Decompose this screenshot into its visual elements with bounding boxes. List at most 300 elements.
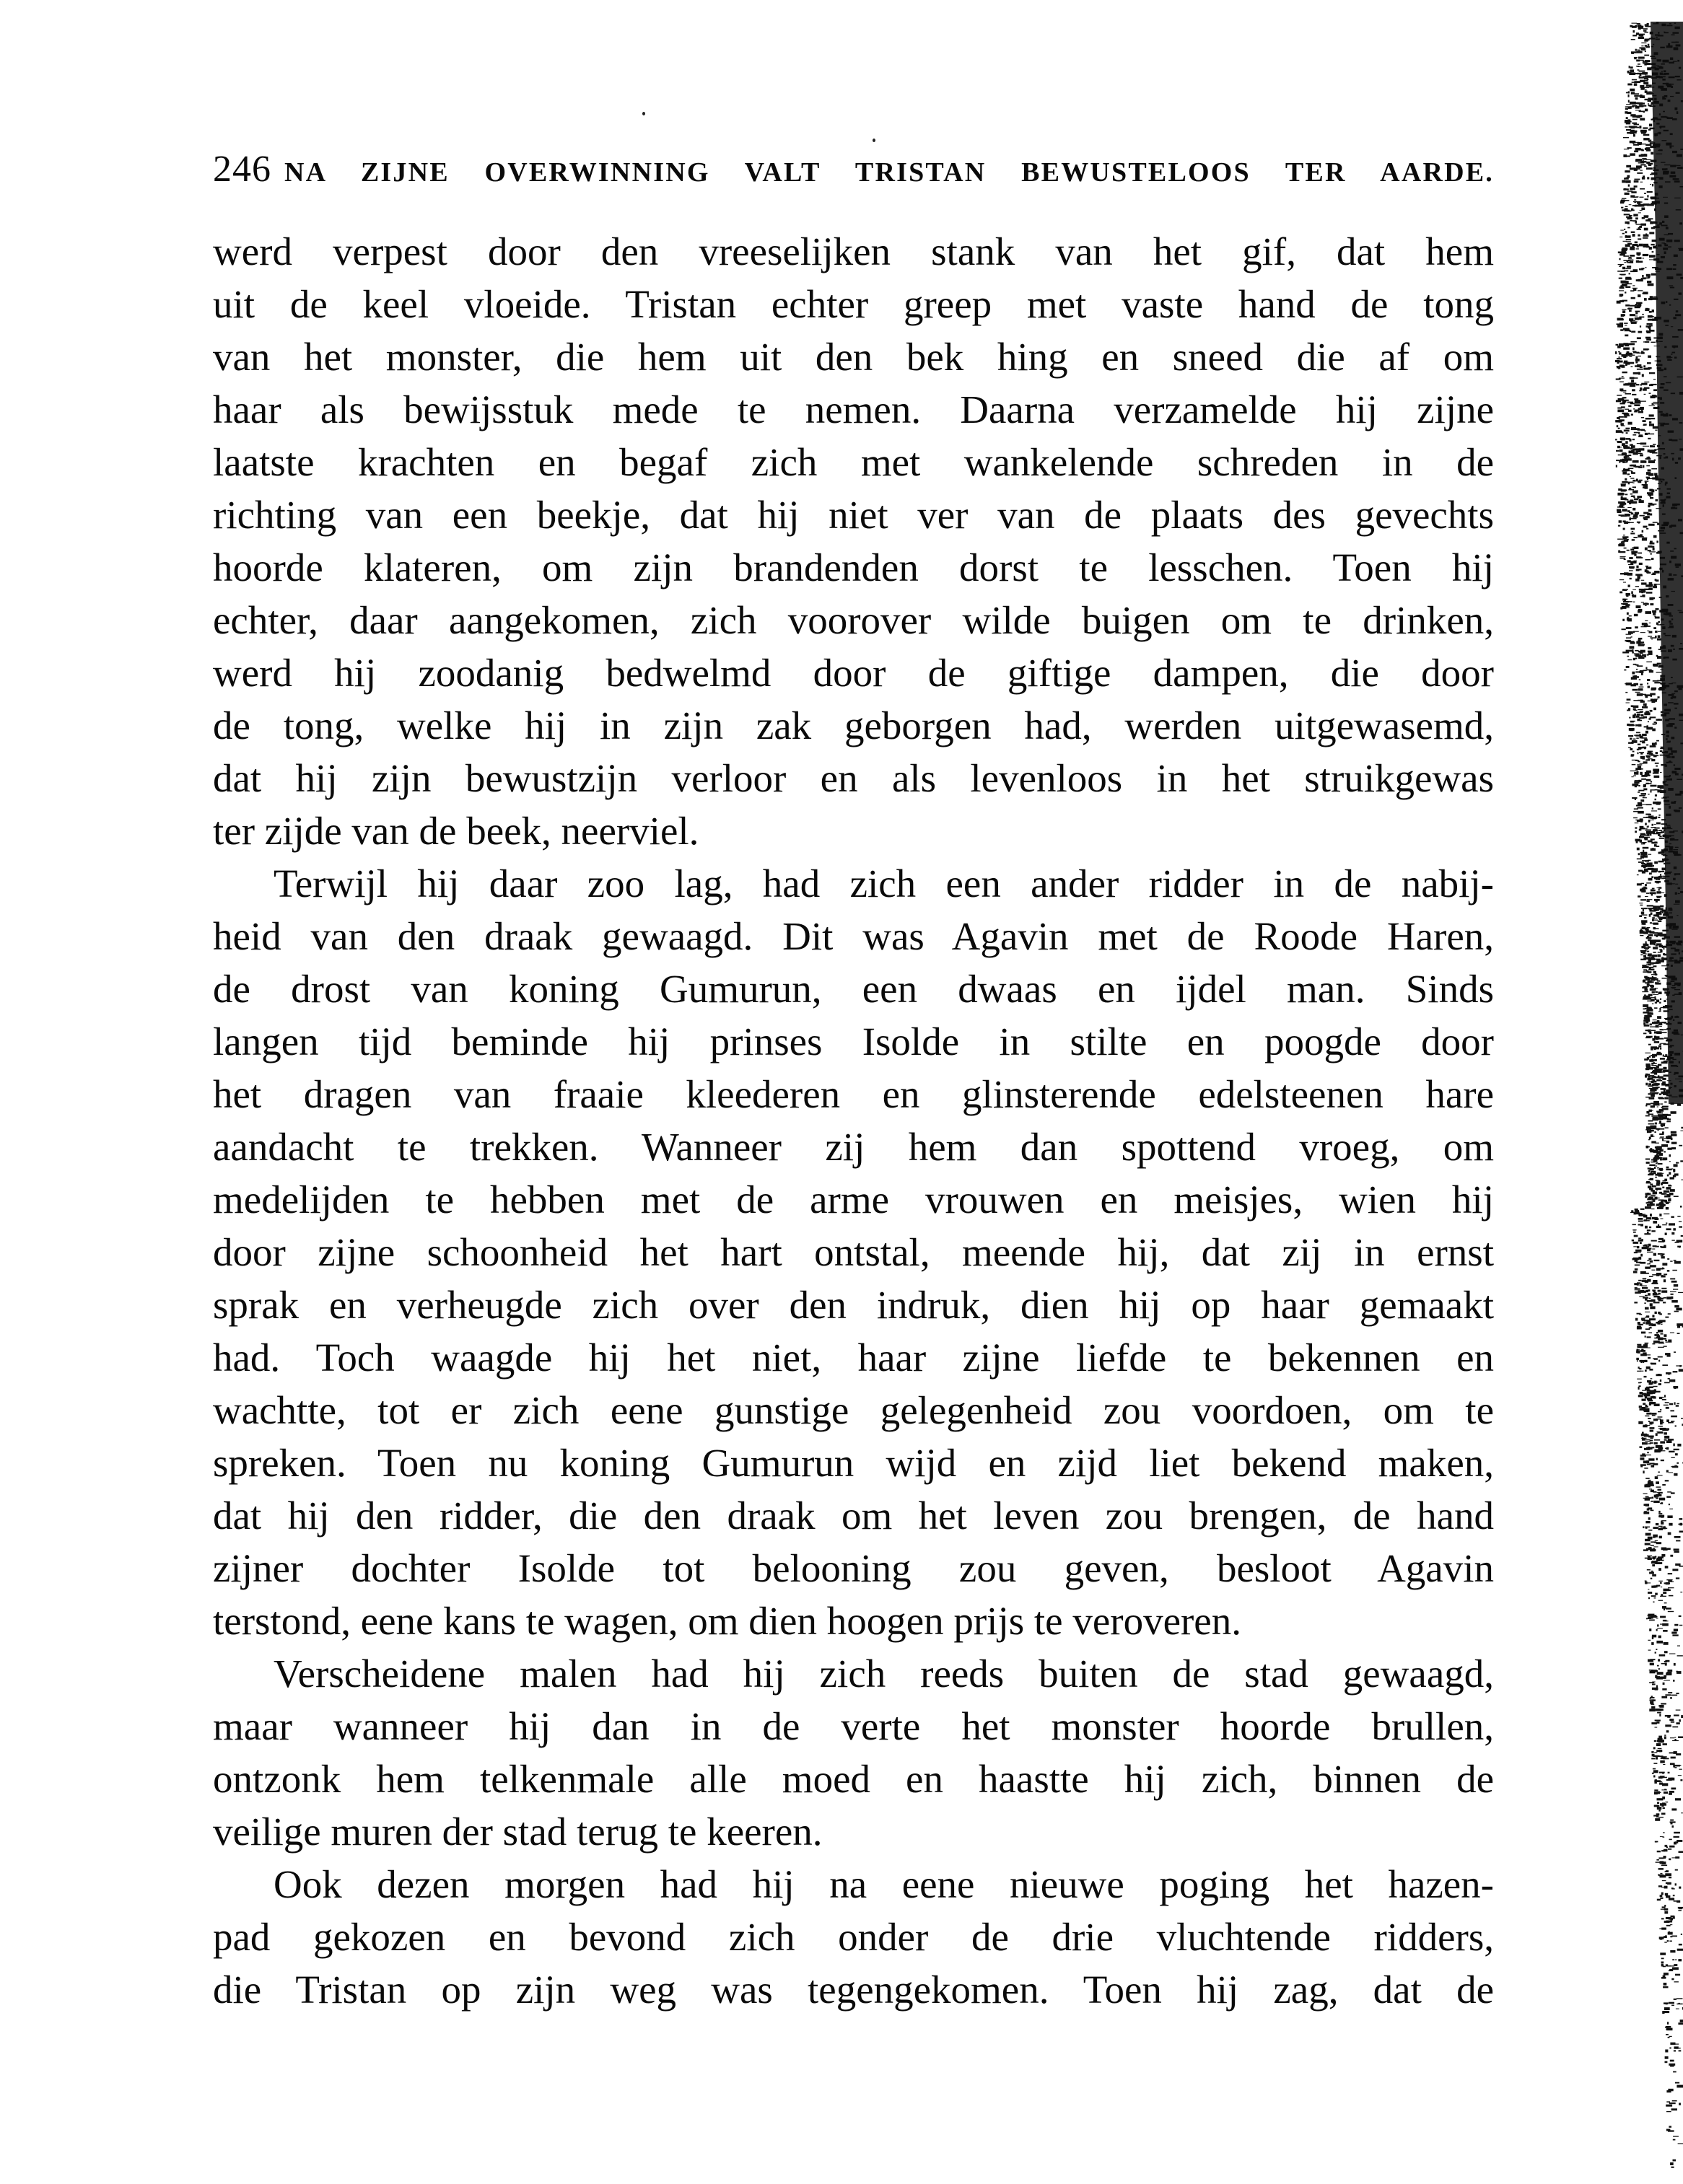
gutter-noise: [1680, 2019, 1683, 2022]
gutter-noise: [1655, 1083, 1657, 1085]
gutter-noise: [1656, 1486, 1661, 1487]
gutter-noise: [1646, 727, 1653, 730]
gutter-noise: [1656, 1148, 1662, 1150]
gutter-noise: [1655, 939, 1661, 942]
gutter-noise: [1645, 942, 1647, 944]
gutter-noise: [1651, 698, 1653, 701]
gutter-noise: [1620, 329, 1623, 331]
gutter-noise: [1633, 214, 1638, 216]
paragraph: [213, 1858, 1494, 2016]
gutter-noise: [1664, 776, 1670, 777]
gutter-noise: [1664, 1921, 1670, 1923]
gutter-noise: [1658, 1432, 1664, 1434]
gutter-noise: [1628, 307, 1630, 310]
gutter-noise: [1625, 122, 1629, 123]
gutter-noise: [1658, 889, 1660, 890]
gutter-noise: [1622, 198, 1627, 199]
gutter-noise: [1635, 159, 1642, 161]
gutter-noise: [1651, 196, 1656, 199]
gutter-noise: [1630, 320, 1632, 323]
gutter-noise: [1635, 306, 1640, 308]
gutter-noise: [1662, 1880, 1666, 1881]
gutter-noise: [1654, 1789, 1658, 1791]
gutter-noise: [1622, 509, 1627, 512]
gutter-noise: [1631, 647, 1633, 649]
gutter-noise: [1645, 1343, 1648, 1346]
gutter-noise: [1670, 1260, 1672, 1261]
gutter-noise: [1630, 220, 1632, 222]
gutter-noise: [1655, 1312, 1657, 1314]
gutter-noise: [1667, 1091, 1670, 1093]
gutter-noise: [1646, 457, 1650, 459]
gutter-noise: [1644, 1219, 1647, 1222]
gutter-noise: [1669, 851, 1675, 852]
gutter-noise: [1666, 2003, 1668, 2005]
gutter-noise: [1664, 1029, 1669, 1030]
gutter-noise: [1648, 140, 1652, 141]
gutter-noise: [1653, 1280, 1657, 1283]
gutter-noise: [1628, 382, 1632, 383]
gutter-noise: [1635, 1291, 1641, 1294]
gutter-noise: [1623, 384, 1629, 386]
gutter-noise: [1648, 939, 1651, 942]
gutter-noise: [1658, 333, 1663, 336]
gutter-noise: [1659, 1214, 1661, 1216]
gutter-noise: [1661, 1527, 1666, 1530]
gutter-noise: [1658, 932, 1663, 934]
gutter-noise: [1677, 1900, 1680, 1903]
gutter-noise: [1670, 1697, 1672, 1699]
gutter-noise: [1648, 1556, 1651, 1558]
gutter-noise: [1671, 1857, 1676, 1858]
gutter-noise: [1664, 991, 1670, 994]
gutter-noise: [1651, 848, 1656, 851]
gutter-noise: [1673, 1143, 1674, 1144]
gutter-noise: [1648, 284, 1654, 286]
gutter-noise: [1647, 1248, 1651, 1251]
gutter-noise: [1641, 920, 1647, 923]
gutter-noise: [1643, 1425, 1647, 1428]
gutter-noise: [1621, 489, 1627, 491]
gutter-noise: [1649, 421, 1651, 424]
gutter-noise: [1647, 1131, 1652, 1133]
gutter-noise: [1643, 591, 1646, 592]
gutter-noise: [1640, 1457, 1644, 1460]
gutter-noise: [1661, 1126, 1663, 1127]
gutter-noise: [1656, 608, 1659, 610]
gutter-noise: [1640, 812, 1643, 813]
gutter-noise: [1634, 179, 1640, 180]
gutter-noise: [1659, 149, 1663, 151]
gutter-noise: [1679, 2050, 1682, 2051]
gutter-noise: [1642, 887, 1645, 890]
gutter-noise: [1638, 432, 1640, 434]
gutter-noise: [1645, 605, 1647, 606]
gutter-noise: [1620, 201, 1624, 203]
gutter-noise: [1671, 978, 1677, 981]
gutter-noise: [1658, 551, 1662, 553]
gutter-noise: [1624, 413, 1630, 416]
gutter-noise: [1658, 1076, 1664, 1079]
gutter-noise: [1619, 388, 1623, 391]
gutter-noise: [1659, 1398, 1662, 1399]
gutter-noise: [1630, 403, 1635, 404]
gutter-noise: [1652, 403, 1654, 405]
gutter-noise: [1647, 962, 1651, 964]
gutter-noise: [1637, 848, 1640, 851]
gutter-noise: [1666, 2026, 1671, 2027]
gutter-noise: [1635, 221, 1637, 224]
gutter-noise: [1645, 89, 1647, 90]
gutter-noise: [1645, 694, 1651, 696]
gutter-noise: [1634, 202, 1636, 203]
gutter-noise: [1645, 570, 1648, 571]
gutter-noise: [1645, 1267, 1651, 1269]
gutter-noise: [1645, 1533, 1651, 1536]
gutter-noise: [1667, 756, 1671, 758]
gutter-noise: [1640, 632, 1645, 633]
gutter-noise: [1636, 260, 1639, 263]
gutter-noise: [1666, 1194, 1669, 1196]
gutter-noise: [1641, 352, 1645, 354]
gutter-noise: [1658, 530, 1664, 532]
gutter-noise: [1639, 226, 1642, 228]
gutter-noise: [1623, 362, 1629, 364]
gutter-noise: [1640, 756, 1645, 759]
gutter-noise: [1665, 836, 1669, 838]
gutter-noise: [1632, 1224, 1636, 1226]
gutter-noise: [1643, 804, 1649, 805]
gutter-noise: [1644, 976, 1648, 978]
gutter-noise: [1627, 473, 1630, 475]
gutter-noise: [1619, 323, 1623, 325]
gutter-noise: [1658, 876, 1661, 879]
gutter-noise: [1650, 32, 1653, 35]
gutter-noise: [1655, 763, 1659, 764]
gutter-noise: [1671, 948, 1676, 950]
gutter-noise: [1618, 428, 1620, 429]
gutter-noise: [1648, 860, 1651, 861]
gutter-noise: [1625, 522, 1630, 523]
gutter-noise: [1647, 775, 1651, 776]
gutter-noise: [1651, 1722, 1657, 1724]
gutter-noise: [1628, 100, 1630, 103]
gutter-noise: [1653, 977, 1657, 978]
gutter-noise: [1638, 1387, 1640, 1390]
gutter-noise: [1636, 99, 1638, 100]
gutter-noise: [1632, 480, 1635, 482]
gutter-noise: [1640, 460, 1646, 463]
gutter-noise: [1653, 1602, 1654, 1603]
gutter-noise: [1679, 1769, 1682, 1770]
gutter-noise: [1644, 216, 1648, 218]
gutter-noise: [1639, 591, 1645, 593]
gutter-noise: [1664, 245, 1668, 247]
gutter-noise: [1659, 1560, 1664, 1561]
gutter-noise: [1650, 1549, 1656, 1551]
gutter-noise: [1643, 244, 1648, 247]
gutter-noise: [1635, 159, 1641, 162]
gutter-noise: [1657, 1336, 1661, 1338]
gutter-noise: [1645, 1295, 1648, 1297]
gutter-noise: [1637, 23, 1640, 25]
gutter-noise: [1651, 913, 1653, 915]
gutter-noise: [1651, 941, 1653, 944]
gutter-noise: [1644, 63, 1647, 65]
gutter-noise: [1643, 28, 1648, 30]
gutter-noise: [1666, 1964, 1668, 1966]
gutter-noise: [1658, 86, 1661, 87]
gutter-noise: [1625, 291, 1626, 293]
gutter-noise: [1654, 944, 1656, 946]
gutter-noise: [1631, 297, 1635, 299]
gutter-noise: [1679, 720, 1683, 721]
gutter-noise: [1636, 669, 1638, 670]
gutter-noise: [1659, 77, 1663, 79]
gutter-noise: [1651, 1230, 1655, 1232]
gutter-noise: [1659, 1173, 1664, 1174]
gutter-noise: [1641, 590, 1646, 592]
gutter-noise: [1639, 1385, 1641, 1387]
gutter-noise: [1648, 854, 1651, 855]
gutter-noise: [1656, 1273, 1661, 1276]
gutter-noise: [1657, 1740, 1661, 1742]
gutter-noise: [1664, 1439, 1667, 1441]
gutter-noise: [1651, 832, 1653, 833]
gutter-noise: [1617, 358, 1622, 359]
gutter-noise: [1671, 1281, 1677, 1283]
gutter-noise: [1661, 1522, 1664, 1525]
gutter-noise: [1669, 1859, 1671, 1861]
gutter-noise: [1647, 826, 1649, 828]
gutter-noise: [1644, 994, 1646, 996]
gutter-noise: [1651, 102, 1654, 105]
gutter-noise: [1651, 297, 1658, 299]
gutter-noise: [1643, 966, 1648, 968]
gutter-noise: [1666, 614, 1672, 615]
gutter-noise: [1649, 1484, 1654, 1486]
gutter-noise: [1632, 751, 1635, 753]
gutter-noise: [1666, 1342, 1672, 1343]
gutter-noise: [1638, 807, 1643, 809]
gutter-noise: [1625, 222, 1630, 224]
gutter-noise: [1676, 44, 1681, 46]
gutter-noise: [1674, 47, 1679, 50]
gutter-noise: [1626, 180, 1631, 183]
gutter-noise: [1666, 1095, 1672, 1096]
gutter-noise: [1645, 870, 1648, 872]
gutter-noise: [1651, 1378, 1653, 1379]
gutter-noise: [1649, 1382, 1652, 1385]
gutter-noise: [1634, 706, 1638, 708]
gutter-noise: [1671, 1457, 1674, 1458]
gutter-noise: [1651, 1751, 1653, 1753]
gutter-noise: [1627, 539, 1629, 540]
gutter-noise: [1630, 501, 1635, 504]
gutter-noise: [1656, 896, 1661, 898]
gutter-noise: [1637, 764, 1642, 765]
gutter-noise: [1672, 635, 1677, 638]
gutter-noise: [1656, 37, 1658, 38]
gutter-noise: [1635, 650, 1639, 652]
gutter-noise: [1636, 1349, 1640, 1350]
gutter-noise: [1626, 216, 1631, 218]
gutter-noise: [1660, 874, 1661, 875]
gutter-noise: [1655, 1155, 1660, 1157]
gutter-noise: [1645, 1030, 1651, 1031]
gutter-noise: [1635, 361, 1638, 364]
gutter-noise: [1638, 142, 1643, 144]
gutter-noise: [1643, 887, 1648, 889]
gutter-noise: [1651, 77, 1657, 79]
gutter-noise: [1627, 656, 1629, 657]
gutter-noise: [1649, 372, 1655, 374]
gutter-noise: [1652, 1128, 1656, 1129]
gutter-noise: [1662, 442, 1664, 444]
gutter-noise: [1653, 745, 1656, 747]
gutter-noise: [1625, 494, 1628, 495]
gutter-noise: [1646, 1181, 1650, 1183]
gutter-noise: [1643, 1215, 1647, 1217]
gutter-noise: [1656, 1458, 1658, 1460]
gutter-noise: [1667, 493, 1670, 495]
gutter-noise: [1628, 354, 1630, 356]
gutter-noise: [1644, 589, 1649, 590]
gutter-noise: [1646, 1354, 1651, 1355]
gutter-noise: [1664, 1138, 1669, 1139]
gutter-noise: [1636, 1252, 1641, 1253]
gutter-noise: [1658, 935, 1661, 937]
gutter-noise: [1638, 700, 1643, 701]
gutter-noise: [1633, 134, 1635, 137]
gutter-noise: [1647, 514, 1652, 516]
gutter-noise: [1661, 618, 1664, 620]
gutter-noise: [1653, 1253, 1656, 1256]
gutter-noise: [1661, 369, 1664, 370]
gutter-noise: [1639, 641, 1644, 643]
gutter-noise: [1646, 1246, 1650, 1247]
gutter-noise: [1648, 1517, 1651, 1520]
gutter-noise: [1635, 401, 1641, 404]
gutter-noise: [1652, 1343, 1655, 1345]
gutter-noise: [1668, 1611, 1674, 1612]
gutter-noise: [1648, 1258, 1651, 1260]
gutter-noise: [1635, 654, 1638, 655]
gutter-noise: [1647, 79, 1649, 80]
gutter-noise: [1635, 428, 1640, 430]
gutter-noise: [1639, 390, 1641, 392]
gutter-noise: [1643, 850, 1644, 853]
gutter-noise: [1651, 1270, 1655, 1271]
gutter-noise: [1648, 509, 1652, 512]
gutter-noise: [1661, 1007, 1664, 1008]
gutter-noise: [1660, 126, 1661, 128]
gutter-noise: [1616, 400, 1621, 402]
gutter-noise: [1633, 1232, 1636, 1233]
gutter-noise: [1651, 1578, 1653, 1579]
gutter-noise: [1676, 1365, 1682, 1366]
gutter-noise: [1658, 132, 1661, 134]
gutter-noise: [1635, 1268, 1638, 1271]
gutter-noise: [1636, 1351, 1638, 1354]
gutter-noise: [1642, 991, 1648, 992]
gutter-noise: [1678, 1022, 1682, 1024]
gutter-noise: [1645, 611, 1652, 614]
gutter-noise: [1659, 370, 1663, 371]
gutter-noise: [1654, 1157, 1658, 1159]
gutter-noise: [1663, 645, 1666, 648]
gutter-noise: [1653, 965, 1656, 967]
gutter-noise: [1645, 39, 1650, 41]
gutter-noise: [1628, 735, 1633, 737]
gutter-noise: [1669, 923, 1676, 926]
gutter-noise: [1658, 1070, 1662, 1073]
gutter-noise: [1661, 747, 1664, 748]
gutter-noise: [1658, 1224, 1659, 1227]
gutter-noise: [1632, 389, 1635, 391]
gutter-noise: [1630, 1212, 1637, 1213]
gutter-noise: [1642, 1247, 1648, 1249]
gutter-noise: [1670, 1820, 1674, 1821]
gutter-noise: [1629, 570, 1633, 571]
gutter-noise: [1645, 1441, 1651, 1442]
gutter-noise: [1646, 1367, 1651, 1369]
gutter-noise: [1680, 1160, 1683, 1162]
gutter-noise: [1652, 1022, 1658, 1024]
gutter-noise: [1647, 204, 1653, 206]
gutter-noise: [1651, 1642, 1653, 1645]
gutter-noise: [1658, 918, 1660, 919]
gutter-noise: [1660, 1170, 1663, 1171]
gutter-noise: [1668, 1772, 1670, 1773]
gutter-noise: [1646, 1410, 1649, 1411]
gutter-noise: [1650, 988, 1656, 991]
gutter-noise: [1651, 871, 1657, 873]
gutter-noise: [1647, 683, 1648, 684]
gutter-noise: [1677, 1655, 1683, 1656]
gutter-noise: [1658, 1600, 1664, 1601]
gutter-noise: [1669, 525, 1672, 527]
gutter-noise: [1665, 1233, 1667, 1235]
gutter-noise: [1664, 203, 1668, 204]
gutter-noise: [1643, 134, 1650, 136]
gutter-noise: [1648, 1185, 1651, 1188]
gutter-noise: [1653, 830, 1658, 831]
gutter-noise: [1655, 908, 1657, 911]
gutter-noise: [1666, 835, 1671, 837]
gutter-noise: [1654, 209, 1656, 211]
gutter-noise: [1661, 1756, 1666, 1758]
gutter-noise: [1643, 923, 1646, 924]
gutter-noise: [1670, 96, 1674, 97]
gutter-noise: [1650, 934, 1653, 937]
gutter-noise: [1653, 1055, 1657, 1056]
gutter-noise: [1669, 1054, 1672, 1056]
gutter-noise: [1626, 432, 1628, 434]
gutter-noise: [1621, 200, 1625, 202]
gutter-noise: [1669, 1223, 1675, 1225]
gutter-noise: [1675, 773, 1679, 775]
gutter-noise: [1656, 76, 1660, 78]
gutter-noise: [1655, 789, 1657, 791]
gutter-noise: [1642, 177, 1645, 179]
gutter-noise: [1672, 2100, 1677, 2102]
gutter-noise: [1639, 111, 1645, 113]
gutter-noise: [1645, 1581, 1647, 1582]
gutter-noise: [1643, 817, 1647, 818]
gutter-noise: [1659, 688, 1661, 689]
gutter-noise: [1635, 1210, 1639, 1212]
